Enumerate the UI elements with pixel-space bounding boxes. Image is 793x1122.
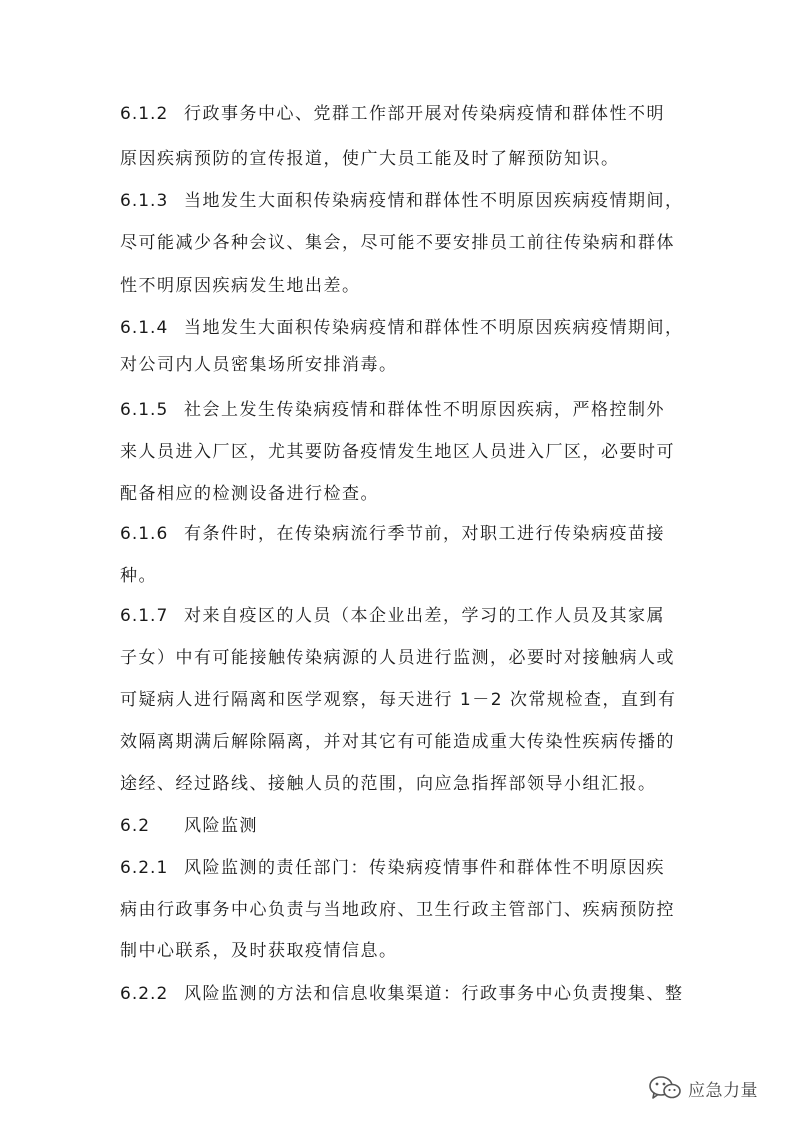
text-line	[120, 730, 675, 754]
line-text: 社会上发生传染病疫情和群体性不明原因疾病，严格控制外	[184, 400, 665, 420]
line-text: 性不明原因疾病发生地出差。	[120, 276, 361, 296]
text-line	[120, 274, 361, 298]
text-line	[120, 147, 620, 171]
text-line	[120, 440, 675, 464]
text-line	[120, 898, 675, 922]
line-text: 配备相应的检测设备进行检查。	[120, 484, 379, 504]
text-line	[120, 102, 665, 126]
line-text: 行政事务中心、党群工作部开展对传染病疫情和群体性不明	[184, 104, 665, 124]
text-line	[120, 353, 398, 377]
text-line	[120, 522, 665, 546]
section-number: 6.1.7	[120, 606, 169, 626]
line-text: 风险监测的责任部门：传染病疫情事件和群体性不明原因疾	[184, 858, 665, 878]
line-text: 对来自疫区的人员（本企业出差，学习的工作人员及其家属	[184, 606, 665, 626]
text-line	[120, 189, 684, 213]
section-number: 6.1.2	[120, 104, 169, 124]
line-text: 风险监测的方法和信息收集渠道：行政事务中心负责搜集、整	[184, 984, 684, 1004]
section-number: 6.1.3	[120, 191, 169, 211]
line-text: 尽可能减少各种会议、集会，尽可能不要安排员工前往传染病和群体	[120, 233, 675, 253]
line-text: 当地发生大面积传染病疫情和群体性不明原因疾病疫情期间，	[184, 191, 684, 211]
text-line	[120, 316, 684, 340]
section-heading: 风险监测	[184, 816, 258, 836]
text-line	[120, 814, 258, 838]
line-text: 有条件时，在传染病流行季节前，对职工进行传染病疫苗接	[184, 524, 665, 544]
line-text: 可疑病人进行隔离和医学观察，每天进行 1－2 次常规检查，直到有	[120, 690, 677, 710]
text-line	[120, 939, 398, 963]
text-line	[120, 482, 379, 506]
text-line	[120, 688, 676, 712]
text-line	[120, 646, 675, 670]
line-text: 效隔离期满后解除隔离，并对其它有可能造成重大传染性疾病传播的	[120, 732, 675, 752]
section-number: 6.2.1	[120, 858, 169, 878]
text-line	[120, 604, 665, 628]
watermark	[648, 1074, 758, 1102]
section-number: 6.1.5	[120, 400, 169, 420]
text-line	[120, 856, 665, 880]
wechat-icon	[648, 1075, 682, 1101]
line-text: 对公司内人员密集场所安排消毒。	[120, 355, 398, 375]
line-text: 制中心联系，及时获取疫情信息。	[120, 941, 398, 961]
text-line	[120, 231, 675, 255]
watermark-text: 应急力量	[688, 1080, 758, 1101]
section-number: 6.1.6	[120, 524, 169, 544]
line-text: 当地发生大面积传染病疫情和群体性不明原因疾病疫情期间，	[184, 318, 684, 338]
line-text: 种。	[120, 566, 157, 586]
line-text: 子女）中有可能接触传染病源的人员进行监测，必要时对接触病人或	[120, 648, 675, 668]
line-text: 途经、经过路线、接触人员的范围，向应急指挥部领导小组汇报。	[120, 774, 657, 794]
line-text: 病由行政事务中心负责与当地政府、卫生行政主管部门、疾病预防控	[120, 900, 675, 920]
section-number: 6.2.2	[120, 984, 169, 1004]
text-line	[120, 772, 657, 796]
text-line	[120, 564, 157, 588]
section-number: 6.1.4	[120, 318, 169, 338]
text-line	[120, 982, 684, 1006]
line-text: 来人员进入厂区，尤其要防备疫情发生地区人员进入厂区，必要时可	[120, 442, 675, 462]
text-line	[120, 398, 665, 422]
section-number: 6.2	[120, 816, 151, 836]
line-text: 原因疾病预防的宣传报道，使广大员工能及时了解预防知识。	[120, 149, 620, 169]
